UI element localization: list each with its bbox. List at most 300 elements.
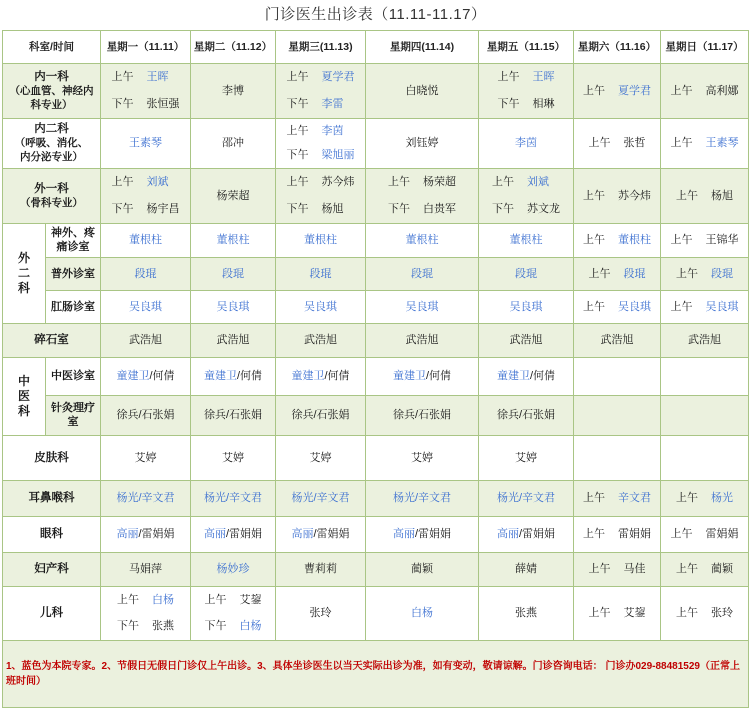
doctor-name: 杨光 (291, 492, 314, 504)
schedule-cell (366, 118, 479, 168)
name-separator: / (414, 492, 419, 504)
doctor-names (527, 203, 560, 215)
schedule-entry (479, 369, 573, 383)
doctor-name: 段琨 (309, 267, 332, 280)
schedule-entry (498, 97, 555, 111)
doctor-name: 曹莉莉 (304, 563, 337, 575)
doctor-names (533, 98, 555, 110)
doctor-name: 杨光 (392, 492, 415, 504)
doctor-name: 雷娟娟 (618, 528, 651, 540)
schedule-entry (661, 84, 748, 98)
schedule-entry (574, 189, 660, 203)
name-separator: / (225, 528, 230, 540)
period-label: 下午 (286, 202, 309, 215)
table-row (3, 480, 749, 516)
department-name-cell (3, 435, 101, 480)
doctor-name: 武浩旭 (600, 334, 634, 346)
schedule-entry (574, 300, 660, 314)
schedule-cell (366, 586, 479, 640)
schedule-entry (366, 451, 478, 465)
schedule-cell (191, 290, 276, 323)
doctor-name: 艾婷 (222, 451, 244, 464)
doctor-name: 杨旭 (321, 202, 344, 215)
doctor-name: 段琨 (515, 267, 537, 280)
doctor-name: 白杨 (239, 620, 262, 632)
schedule-entry (574, 136, 660, 150)
doctor-name: 吴良琪 (405, 300, 439, 313)
doctor-name: 石张娟 (522, 409, 556, 421)
page-title: 门诊医生出诊表（11.11-11.17） (3, 0, 749, 30)
schedule-entry (479, 408, 573, 422)
schedule-entry (191, 84, 275, 98)
schedule-entry (117, 593, 174, 607)
schedule-entry (191, 333, 275, 347)
schedule-entry (366, 491, 478, 505)
name-separator: / (425, 370, 430, 382)
doctor-name: 董根柱 (304, 234, 337, 246)
schedule-cell (276, 223, 366, 257)
table-row (3, 257, 749, 290)
doctor-name: 杨光 (711, 492, 734, 504)
doctor-name: 段琨 (411, 267, 433, 280)
room-name: 痛诊室 (56, 241, 90, 253)
doctor-name: 童建卫 (496, 370, 530, 382)
doctor-name: 邵冲 (222, 137, 244, 149)
period-label: 上午 (676, 189, 699, 202)
schedule-cell (101, 586, 191, 640)
doctor-name: 徐兵 (496, 409, 519, 421)
doctor-name: 吴良琪 (618, 300, 651, 313)
doctor-names (147, 98, 180, 110)
doctor-name: 武浩旭 (216, 334, 250, 346)
period-label: 上午 (583, 492, 605, 504)
doctor-name: 王锦华 (705, 234, 739, 246)
schedule-entry (101, 527, 190, 541)
period-label: 下午 (204, 620, 227, 632)
schedule-cell (661, 435, 749, 480)
schedule-entry (101, 491, 190, 505)
department-name: 皮肤科 (34, 451, 69, 464)
schedule-cell-stack (101, 587, 190, 639)
doctor-name: 艾鋆 (239, 594, 262, 606)
doctor-name: 何倩 (327, 370, 350, 382)
department-specialty: （心血管、神经内 (9, 84, 94, 97)
department-name-cell (3, 323, 101, 357)
schedule-cell-lines (492, 169, 560, 222)
doctor-name: 马佳 (623, 563, 646, 575)
doctor-name: 苏今炜 (618, 189, 651, 202)
period-label: 上午 (111, 176, 134, 189)
table-row (3, 435, 749, 480)
department-name: 眼科 (40, 528, 63, 540)
schedule-cell (661, 516, 749, 552)
schedule-entry (191, 562, 275, 576)
doctor-name: 徐兵 (392, 409, 415, 421)
schedule-cell (479, 357, 574, 395)
schedule-entry (479, 333, 573, 347)
doctor-name: 艾婷 (309, 451, 332, 464)
doctor-name: 白贵军 (423, 202, 456, 215)
period-label: 下午 (497, 97, 520, 110)
doctor-names (706, 528, 739, 540)
doctor-name: 雷娟娟 (316, 528, 350, 540)
period-label: 下午 (286, 97, 309, 110)
doctor-names (706, 301, 739, 313)
schedule-entry (287, 70, 355, 84)
schedule-entry (479, 451, 573, 465)
doctor-name: 童建卫 (291, 370, 325, 382)
schedule-entry (101, 136, 190, 150)
table-row (3, 323, 749, 357)
schedule-entry (276, 408, 365, 422)
doctor-name: 白晓悦 (405, 84, 439, 97)
schedule-cell (191, 395, 276, 435)
schedule-entry (276, 267, 365, 281)
schedule-cell (661, 63, 749, 118)
schedule-cell (574, 257, 661, 290)
schedule-entry (191, 369, 275, 383)
doctor-name: 雷娟娟 (141, 528, 175, 540)
schedule-cell (661, 552, 749, 586)
doctor-names (711, 492, 733, 504)
doctor-name: 吴良琪 (216, 300, 250, 313)
period-label: 下午 (111, 97, 134, 110)
period-label: 上午 (670, 300, 693, 313)
doctor-names (618, 528, 651, 540)
period-label: 上午 (583, 189, 605, 202)
schedule-entry (366, 300, 478, 314)
room-name: 室 (67, 416, 79, 428)
department-group (3, 357, 46, 435)
schedule-cell (574, 118, 661, 168)
schedule-cell (479, 395, 574, 435)
doctor-name: 董根柱 (509, 234, 543, 246)
schedule-entry (388, 202, 456, 216)
doctor-name: 武浩旭 (129, 334, 162, 346)
name-separator: / (313, 528, 317, 540)
schedule-cell (191, 63, 276, 118)
doctor-name: 艾婷 (515, 451, 537, 464)
doctor-names (322, 176, 355, 188)
schedule-cell (191, 118, 276, 168)
schedule-cell (191, 357, 276, 395)
schedule-entry (287, 124, 344, 138)
period-label: 上午 (670, 528, 693, 540)
schedule-cell (366, 63, 479, 118)
doctor-name: 武浩旭 (509, 334, 543, 346)
period-label: 上午 (583, 84, 605, 97)
period-label: 上午 (204, 594, 227, 606)
schedule-cell (479, 516, 574, 552)
doctor-name: 王素琴 (705, 137, 739, 149)
schedule-cell (191, 168, 276, 223)
schedule-entry (101, 333, 190, 347)
doctor-name: 高丽 (392, 528, 415, 540)
department-name: 内二科 (34, 123, 69, 135)
period-label: 上午 (670, 84, 693, 97)
room-name: 肛肠诊室 (51, 300, 95, 313)
schedule-entry (479, 562, 573, 576)
schedule-entry (287, 148, 355, 162)
doctor-name: 何倩 (152, 370, 175, 382)
schedule-cell (101, 552, 191, 586)
schedule-cell (479, 586, 574, 640)
schedule-cell (366, 516, 479, 552)
doctor-name: 张哲 (623, 137, 646, 149)
doctor-name: 吴良琪 (304, 300, 337, 313)
schedule-entry (191, 451, 275, 465)
doctor-name: 何倩 (533, 370, 556, 382)
schedule-entry (661, 527, 748, 541)
schedule-entry (112, 202, 180, 216)
schedule-entry (574, 233, 660, 247)
room-name-cell (46, 223, 101, 257)
schedule-entry (479, 267, 573, 281)
name-separator: / (414, 528, 419, 540)
schedule-entry (388, 175, 456, 189)
schedule-cell (276, 480, 366, 516)
footer-note: 1、蓝色为本院专家。2、节假日无假日门诊仅上午出诊。3、具体坐诊医生以当天实际出诊为准，如有变动，敬请谅解。门诊咨询电话： 门诊办029-88481529（正常上班时间） (3, 640, 749, 707)
table-row (3, 586, 749, 640)
doctor-names (147, 71, 169, 83)
schedule-cell (101, 395, 191, 435)
schedule-entry (101, 408, 190, 422)
schedule-cell (191, 586, 276, 640)
schedule-cell (661, 118, 749, 168)
name-separator: / (518, 492, 523, 504)
department-specialty: 内分泌专业） (20, 151, 83, 163)
schedule-cell (661, 586, 749, 640)
doctor-name: 高丽 (203, 528, 226, 540)
schedule-entry (191, 189, 275, 203)
period-label: 上午 (117, 594, 139, 606)
schedule-cell (366, 480, 479, 516)
doctor-name: 杨宇昌 (146, 202, 180, 215)
schedule-entry (661, 233, 748, 247)
schedule-cell (276, 257, 366, 290)
doctor-name: 武浩旭 (688, 334, 722, 346)
doctor-names (152, 620, 174, 632)
schedule-cell (191, 223, 276, 257)
doctor-names (527, 176, 549, 188)
schedule-entry (574, 333, 660, 347)
day-header: 星期日（11.17） (661, 30, 749, 63)
doctor-names (322, 125, 344, 137)
department-group (3, 223, 46, 323)
schedule-entry (287, 175, 355, 189)
period-label: 上午 (286, 71, 309, 84)
name-separator: / (313, 409, 317, 421)
doctor-name: 徐兵 (116, 409, 139, 421)
schedule-entry (276, 606, 365, 620)
doctor-name: 蔺颖 (711, 563, 734, 575)
schedule-entry (661, 606, 748, 620)
doctor-name: 武浩旭 (304, 334, 337, 346)
doctor-names (147, 203, 180, 215)
period-label: 上午 (676, 563, 699, 575)
period-label: 下午 (111, 202, 134, 215)
doctor-name: 高丽 (291, 528, 314, 540)
doctor-name: 高丽 (116, 528, 139, 540)
doctor-names (618, 492, 651, 504)
doctor-names (618, 85, 651, 97)
doctor-name: 相琳 (532, 97, 555, 110)
schedule-cell (276, 516, 366, 552)
day-header: 星期四(11.14) (366, 30, 479, 63)
doctor-name: 艾鋆 (623, 607, 646, 619)
schedule-cell-stack (276, 64, 365, 117)
schedule-entry (479, 606, 573, 620)
schedule-cell (101, 480, 191, 516)
schedule-cell (276, 357, 366, 395)
schedule-cell (661, 323, 749, 357)
schedule-cell (479, 63, 574, 118)
table-row (3, 640, 749, 707)
schedule-cell (276, 168, 366, 223)
table-row (3, 552, 749, 586)
schedule-cell (574, 223, 661, 257)
doctor-names (706, 234, 739, 246)
schedule-entry (101, 451, 190, 465)
schedule-entry (101, 267, 190, 281)
department-name: 碎石室 (34, 334, 69, 346)
doctor-name: 徐兵 (291, 409, 314, 421)
schedule-entry (276, 300, 365, 314)
period-label: 上午 (583, 234, 605, 246)
schedule-cell (101, 323, 191, 357)
department-name-cell (3, 516, 101, 552)
doctor-name: 雷娟娟 (705, 528, 739, 540)
schedule-cell (479, 257, 574, 290)
name-separator: / (518, 409, 523, 421)
schedule-entry (101, 233, 190, 247)
schedule-cell (366, 435, 479, 480)
schedule-cell-stack (479, 169, 573, 222)
name-separator: / (138, 528, 142, 540)
schedule-entry (574, 562, 660, 576)
schedule-entry (479, 527, 573, 541)
doctor-name: 石张娟 (229, 409, 263, 421)
room-name-cell (46, 357, 101, 395)
department-name: 妇产科 (34, 563, 69, 575)
schedule-entry (661, 136, 748, 150)
schedule-entry (492, 175, 549, 189)
doctor-name: 何倩 (240, 370, 263, 382)
day-header: 星期二（11.12） (191, 30, 276, 63)
department-name: 外一科 (34, 182, 69, 195)
schedule-entry (366, 136, 478, 150)
schedule-cell-stack (366, 169, 478, 222)
doctor-name: 雷娟娟 (418, 528, 452, 540)
doctor-names (240, 594, 262, 606)
schedule-cell-lines (287, 119, 355, 167)
schedule-cell (101, 63, 191, 118)
period-label: 上午 (286, 176, 309, 189)
doctor-name: 张玲 (309, 607, 332, 619)
table-row (3, 30, 749, 63)
name-separator: / (149, 370, 153, 382)
schedule-cell (479, 435, 574, 480)
department-name-cell (3, 586, 101, 640)
doctor-names (706, 85, 739, 97)
schedule-cell (661, 395, 749, 435)
schedule-entry (661, 267, 748, 281)
schedule-cell-lines (112, 169, 180, 222)
doctor-names (618, 234, 651, 246)
department-specialty: （骨科专业） (20, 196, 83, 209)
schedule-cell (574, 435, 661, 480)
schedule-entry (112, 70, 169, 84)
department-name-cell (3, 480, 101, 516)
schedule-entry (287, 202, 344, 216)
schedule-entry (276, 527, 365, 541)
schedule-cell (479, 552, 574, 586)
doctor-name: 武浩旭 (405, 334, 439, 346)
period-label: 上午 (676, 607, 699, 619)
schedule-entry (498, 70, 555, 84)
period-label: 上午 (670, 234, 693, 246)
doctor-name: 段琨 (623, 267, 646, 280)
schedule-cell-lines (287, 64, 355, 117)
doctor-names (624, 607, 646, 619)
room-name-cell (46, 257, 101, 290)
doctor-name: 董根柱 (216, 234, 250, 246)
schedule-cell (661, 223, 749, 257)
schedule-cell (101, 357, 191, 395)
period-label: 下午 (117, 620, 139, 632)
doctor-name: 董根柱 (618, 234, 651, 246)
doctor-names (711, 190, 733, 202)
doctor-names (322, 98, 344, 110)
schedule-cell (661, 290, 749, 323)
schedule-cell-stack (101, 64, 190, 117)
schedule-cell (101, 290, 191, 323)
doctor-name: 张燕 (515, 607, 537, 619)
day-header: 星期五（11.15） (479, 30, 574, 63)
schedule-entry (191, 300, 275, 314)
doctor-name: 李博 (222, 84, 244, 97)
schedule-entry (574, 267, 660, 281)
schedule-cell (574, 516, 661, 552)
name-separator: / (324, 370, 328, 382)
doctor-names (624, 563, 646, 575)
schedule-cell-lines (287, 169, 355, 222)
doctor-name: 李茵 (321, 125, 344, 137)
doctor-name: 吴良琪 (705, 300, 739, 313)
schedule-entry (574, 527, 660, 541)
doctor-name: 辛文君 (522, 492, 556, 504)
doctor-name: 高利娜 (705, 84, 739, 97)
doctor-name: 辛文君 (418, 492, 452, 504)
schedule-cell-stack (479, 64, 573, 117)
schedule-cell (479, 480, 574, 516)
schedule-cell (366, 323, 479, 357)
schedule-cell (574, 586, 661, 640)
doctor-name: 王素琴 (129, 137, 162, 149)
doctor-names (152, 594, 174, 606)
doctor-name: 马娟萍 (129, 563, 162, 575)
schedule-entry (661, 491, 748, 505)
name-separator: / (518, 528, 523, 540)
period-label: 下午 (388, 202, 410, 215)
doctor-name: 艾婷 (134, 451, 157, 464)
name-separator: / (138, 409, 142, 421)
doctor-name: 杨荣超 (423, 176, 456, 189)
doctor-name: 艾婷 (411, 451, 433, 464)
room-name-cell (46, 395, 101, 435)
schedule-cell (366, 290, 479, 323)
schedule-cell (276, 552, 366, 586)
